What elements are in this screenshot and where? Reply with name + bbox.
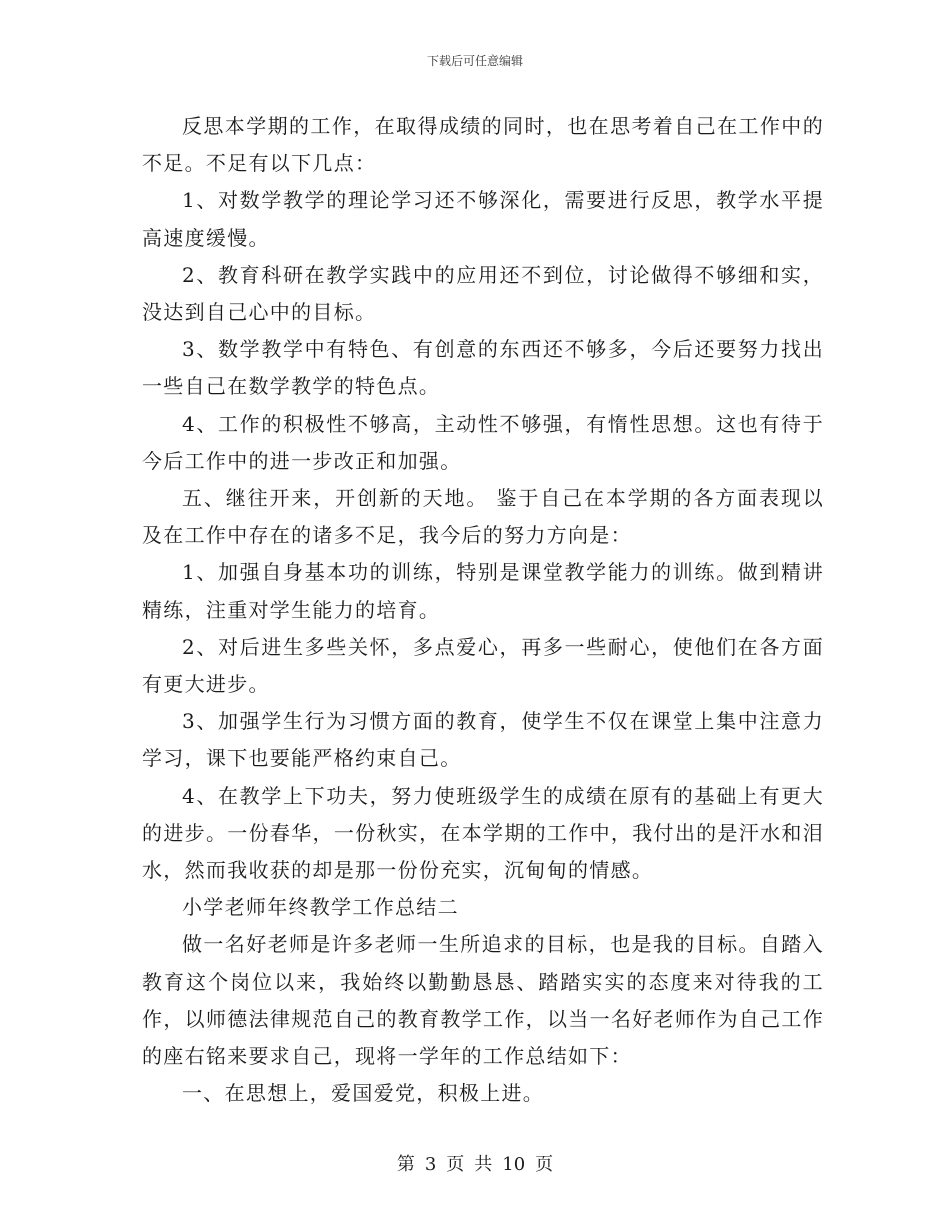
paragraph-3: 2、教育科研在教学实践中的应用还不到位，讨论做得不够细和实，没达到自己心中的目标。 (142, 262, 824, 325)
paragraph-12: 做一名好老师是许多老师一生所追求的目标，也是我的目标。自踏入教育这个岗位以来，我始终以勤勤恳恳、踏踏实实的态度来对待我的工作，以师德法律规范自己的教育教学工作，以当一名好老师作为自己工作的座右铭来要求自己，现将一学年的工作总结如下： (142, 932, 824, 1069)
section-heading: 小学老师年终教学工作总结二 (182, 895, 459, 920)
footer-prefix: 第 (396, 1154, 415, 1175)
document-body (142, 108, 824, 1112)
paragraph-4: 3、数学教学中有特色、有创意的东西还不够多，今后还要努力找出一些自己在数学教学的特色点。 (142, 337, 824, 399)
footer-page-unit: 页 (446, 1154, 465, 1175)
paragraph-7: 1、加强自身基本功的训练，特别是课堂教学能力的训练。做到精讲精练，注重对学生能力的培育。 (142, 560, 824, 622)
page-number: 3 (424, 1154, 437, 1175)
paragraph-1: 反思本学期的工作，在取得成绩的同时，也在思考着自己在工作中的不足。不足有以下几点： (142, 114, 824, 176)
paragraph-2: 1、对数学教学的理论学习还不够深化，需要进行反思，教学水平提高速度缓慢。 (142, 188, 824, 250)
paragraph-6: 五、继往开来，开创新的天地。 鉴于自己在本学期的各方面表现以及在工作中存在的诸多不足，我今后的努力方向是： (142, 486, 824, 548)
paragraph-9: 3、加强学生行为习惯方面的教育，使学生不仅在课堂上集中注意力学习，课下也要能严格约束自己。 (142, 709, 824, 771)
page-header: 下载后可任意编辑 (426, 54, 523, 68)
footer-total-unit: 页 (535, 1154, 554, 1175)
total-pages: 10 (502, 1154, 526, 1175)
paragraph-10: 4、在教学上下功夫，努力使班级学生的成绩在原有的基础上有更大的进步。一份春华，一份秋实，在本学期的工作中，我付出的是汗水和泪水，然而我收获的却是那一份份充实，沉甸甸的情感。 (142, 783, 824, 883)
paragraph-13: 一、在思想上，爱国爱党，积极上进。 (182, 1081, 545, 1106)
paragraph-5: 4、工作的积极性不够高，主动性不够强，有惰性思想。这也有待于今后工作中的进一步改正和加强。 (142, 411, 824, 473)
paragraph-8: 2、对后进生多些关怀，多点爱心，再多一些耐心，使他们在各方面有更大进步。 (142, 634, 824, 697)
footer-total-prefix: 共 (474, 1154, 493, 1175)
page-footer (0, 1150, 950, 1176)
